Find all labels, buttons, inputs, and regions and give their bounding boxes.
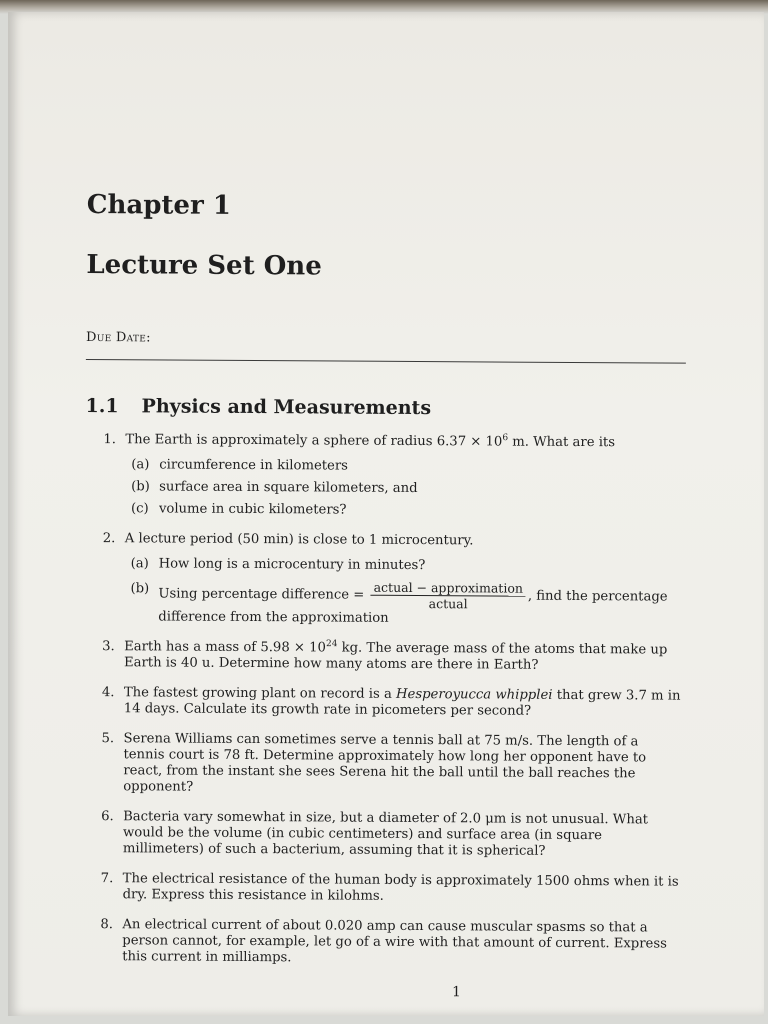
problem-number: 2.	[102, 531, 116, 547]
problem-number: 5.	[101, 731, 115, 747]
problem-number: 7.	[100, 871, 114, 887]
section-title: Physics and Measurements	[141, 395, 432, 420]
due-date-label: Due Date:	[85, 329, 151, 346]
subpart-label: (a)	[130, 556, 149, 572]
subpart	[131, 501, 683, 520]
chapter-label: Chapter 1	[86, 189, 231, 221]
page-number: 1	[451, 984, 461, 1001]
subpart-label: (b)	[130, 581, 150, 597]
subpart-text: How long is a microcentury in minutes?	[158, 556, 426, 574]
problem-7	[101, 871, 681, 907]
problem-text: Bacteria vary somewhat in size, but a diameter of 2.0 μm is not unusual. What would be the volume (in cubic centimeters) and surface area (in square millimeters) of such a bacterium, assuming that it is spherical?	[122, 809, 649, 859]
subpart-text: volume in cubic kilometers?	[158, 501, 347, 518]
problem-number: 6.	[101, 809, 114, 825]
problem-5	[101, 731, 681, 799]
subpart-text: Using percentage difference = $\frac{\text{actual − approximation}}{\text{actual}}$ , find the percentage difference from the approximation	[158, 579, 668, 626]
page-content	[85, 12, 698, 1001]
subpart	[131, 556, 683, 575]
subpart	[131, 479, 683, 498]
problem-subparts	[131, 457, 683, 520]
problem-list	[100, 432, 683, 983]
problem-4	[102, 685, 682, 721]
problem-6	[101, 809, 681, 861]
subpart-label: (a)	[131, 457, 150, 473]
problem-subparts	[130, 556, 682, 628]
problem-text: The electrical resistance of the human body is approximately 1500 ohms when it is dry. Express this resistance in kilohms.	[122, 871, 679, 904]
problem-3	[102, 639, 682, 675]
subpart-label: (c)	[130, 501, 149, 517]
problem-1	[103, 432, 684, 521]
document-page	[8, 12, 764, 1016]
problem-number: 3.	[102, 639, 115, 655]
subpart-label: (b)	[131, 479, 150, 495]
section-number: 1.1	[85, 394, 119, 418]
percentage-difference-fraction	[370, 580, 525, 612]
chapter-title: Lecture Set One	[86, 249, 322, 282]
problem-text: The fastest growing plant on record is a Hesperoyucca whipplei that grew 3.7 m in 14 days. Calculate its growth rate in picometers per second?	[123, 685, 681, 719]
fraction-numerator: actual − approximation	[371, 580, 526, 597]
section-heading	[86, 395, 432, 419]
plant-species-name: Hesperoyucca whipplei	[396, 686, 553, 703]
problem-text: An electrical current of about 0.020 amp can cause muscular spasms so that a person cannot, for example, let go of a wire with that amount of current. Express this current in milliamps.	[122, 917, 667, 966]
problem-number: 8.	[100, 917, 114, 933]
subpart-text: circumference in kilometers	[159, 457, 348, 474]
fraction-denominator: actual	[428, 596, 468, 612]
problem-number: 1.	[103, 432, 117, 448]
problem-2	[102, 531, 683, 629]
problem-text: Serena Williams can sometimes serve a tennis ball at 75 m/s. The length of a tennis court is 78 ft. Determine approximately how long her opponent have to react, from the instant she sees Serena hit the ball until the ball reaches the opponent?	[123, 731, 647, 795]
problem-8	[100, 917, 680, 969]
subpart	[131, 457, 683, 476]
problem-text: A lecture period (50 min) is close to 1 microcentury.	[124, 531, 474, 549]
due-date-rule	[86, 359, 686, 364]
problem-number: 4.	[101, 685, 115, 701]
problem-text: Earth has a mass of $5.98 \times 10^{24}$ kg. The average mass of the atoms that make up Earth is 40 u. Determine how many atoms are there in Earth?	[123, 639, 668, 673]
subpart-text: surface area in square kilometers, and	[159, 479, 418, 497]
subpart	[130, 578, 682, 628]
problem-text: The Earth is approximately a sphere of radius $6.37 \times 10^6$ m. What are its	[125, 432, 616, 451]
